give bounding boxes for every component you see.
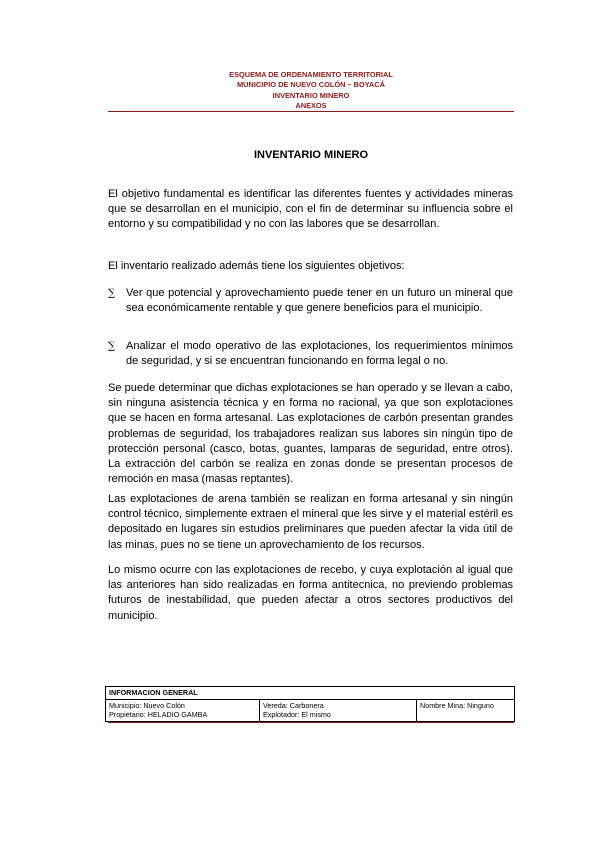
vereda-value: Vereda: Carbonera [263,700,324,710]
bullet-item-1-text: Ver que potencial y aprovechamiento puede tener en un futuro un mineral que sea económicamente rentable y que genere beneficios para el municipio. [126,287,513,315]
header-line-1: ESQUEMA DE ORDENAMIENTO TERRITORIAL [229,70,393,79]
propietario-value: Propietario: HELADIO GAMBA [109,710,208,720]
municipio-value: Municipio: Nuevo Colón [109,700,185,710]
vereda-explotador-cell [260,699,417,721]
general-info-heading: INFORMACION GENERAL [106,687,515,700]
header-line-2: MUNICIPIO DE NUEVO COLÓN – BOYACÁ [237,80,385,90]
document-title: INVENTARIO MINERO [253,149,369,161]
sigma-bullet-icon: ∑ [108,341,116,352]
nombre-mina-cell [417,699,515,721]
header-line-3: INVENTARIO MINERO [272,90,350,100]
header-divider [108,111,514,112]
sigma-bullet-icon: ∑ [108,288,116,299]
municipio-propietario-cell [106,699,260,721]
general-info-table [105,686,515,722]
sand-paragraph: Las explotaciones de arena también se realizan en forma artesanal y sin ningún control técnico, simplemente extraen el mineral que les sirve y el material estéril es depositado en lugares sin estudios preliminares que pueden afectar la vida útil de las minas, pues no se tiene un aprovechamiento de los recursos. [108,493,513,551]
recebo-paragraph: Lo mismo ocurre con las explotaciones de recebo, y cuya explotación al igual que las anteriores han sido realizadas en forma antitecnica, no previendo problemas futuros de inestabilidad, que pueden afectar a otros sectores productivos del municipio. [108,564,513,622]
header-line-4: ANEXOS [295,101,327,111]
bullet-item-1 [108,286,513,316]
explotador-value: Explotador: El mismo [263,710,331,720]
bullet-item-2-text: Analizar el modo operativo de las explotaciones, los requerimientos mínimos de seguridad, y si se encuentran funcionando en forma legal o no. [126,340,513,368]
intro-paragraph: El objetivo fundamental es identificar las diferentes fuentes y actividades mineras que se desarrollan en el municipio, con el fin de determinar su influencia sobre el entorno y su compatibilidad y no con las labores que se desarrollan. [108,188,513,231]
nombre-mina-value: Nombre Mina: Ninguno [420,700,494,710]
bullet-item-2 [108,339,513,369]
coal-paragraph: Se puede determinar que dichas explotaciones se han operado y se llevan a cabo, sin ninguna asistencia técnica y en forma no racional, ya que son explotaciones que se hacen en forma artesanal. Las explotaciones de carbón presentan grandes problemas de seguridad, los trabajadores realizan sus labores sin ningún tipo de protección personal (casco, botas, guantes, lamparas de seguridad, entre otros). La extracción del carbón se realiza en zonas donde se presentan procesos de remoción en masa (masas reptantes). [108,382,513,486]
objectives-lead-paragraph: El inventario realizado además tiene los siguientes objetivos: [108,260,405,272]
footer-divider [108,722,514,723]
page-header [108,70,514,112]
